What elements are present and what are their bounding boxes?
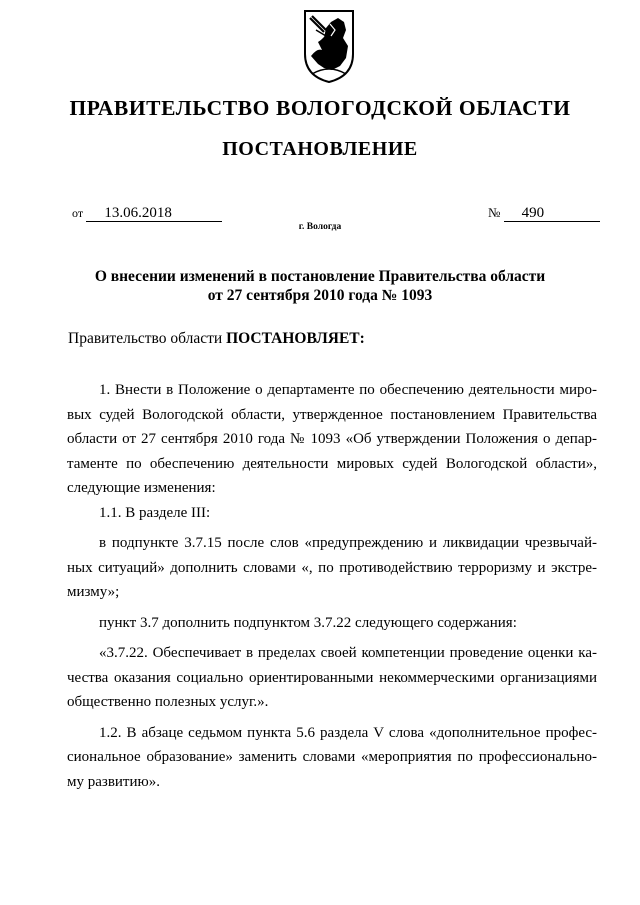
subject-line: О внесении изменений в постановление Правительства области (94, 268, 546, 285)
organization-title: ПРАВИТЕЛЬСТВО ВОЛОГОДСКОЙ ОБЛАСТИ (69, 96, 571, 120)
document-subject (0, 267, 640, 305)
preamble-decree: ПОСТАНОВЛЯЕТ: (226, 330, 365, 347)
document-number (488, 205, 600, 222)
body-line: 1. Внести в Положение о департаменте по обеспечению деятельности миро- (99, 382, 597, 398)
document-type: ПОСТАНОВЛЕНИЕ (222, 138, 418, 160)
number-value: 490 (504, 205, 600, 222)
date-value: 13.06.2018 (86, 205, 222, 222)
body-line: в подпункте 3.7.15 после слов «предупреждению и ликвидации чрезвычай- (99, 535, 597, 551)
body-line: таменте по обеспечению деятельности мировых судей Вологодской области», (67, 455, 597, 472)
coat-of-arms-icon (302, 8, 356, 84)
body-line: общественно полезных услуг.». (67, 694, 269, 710)
body-line: сиональное образование» заменить словами «мероприятия по профессионально- (67, 749, 597, 765)
document-body (67, 378, 597, 794)
body-line: 1.2. В абзаце седьмом пункта 5.6 раздела V слова «дополнительное профес- (99, 724, 597, 741)
subject-line: от 27 сентября 2010 года № 1093 (207, 287, 433, 304)
body-line: ных ситуаций» дополнить словами «, по противодействию терроризму и экстре- (67, 559, 597, 576)
body-line: вых судей Вологодской области, утвержденное постановлением Правительства (67, 406, 597, 423)
city: г. Вологда (298, 222, 342, 232)
body-line: области от 27 сентября 2010 года № 1093 «Об утверждении Положения о депар- (67, 431, 597, 447)
body-line: чества оказания социально ориентированными некоммерческими организациями (67, 669, 597, 686)
body-line: 1.1. В разделе III: (99, 504, 211, 521)
number-label: № (488, 205, 501, 220)
body-line: пункт 3.7 дополнить подпунктом 3.7.22 следующего содержания: (99, 614, 517, 631)
body-line: следующие изменения: (67, 480, 216, 496)
body-line: мизму»; (67, 584, 120, 600)
date-label: от (72, 206, 84, 220)
body-line: «3.7.22. Обеспечивает в пределах своей компетенции проведение оценки ка- (99, 645, 597, 661)
document-date (72, 205, 222, 222)
preamble-text: Правительство области (68, 330, 227, 347)
body-line: му развитию». (67, 773, 160, 790)
preamble (68, 330, 365, 348)
